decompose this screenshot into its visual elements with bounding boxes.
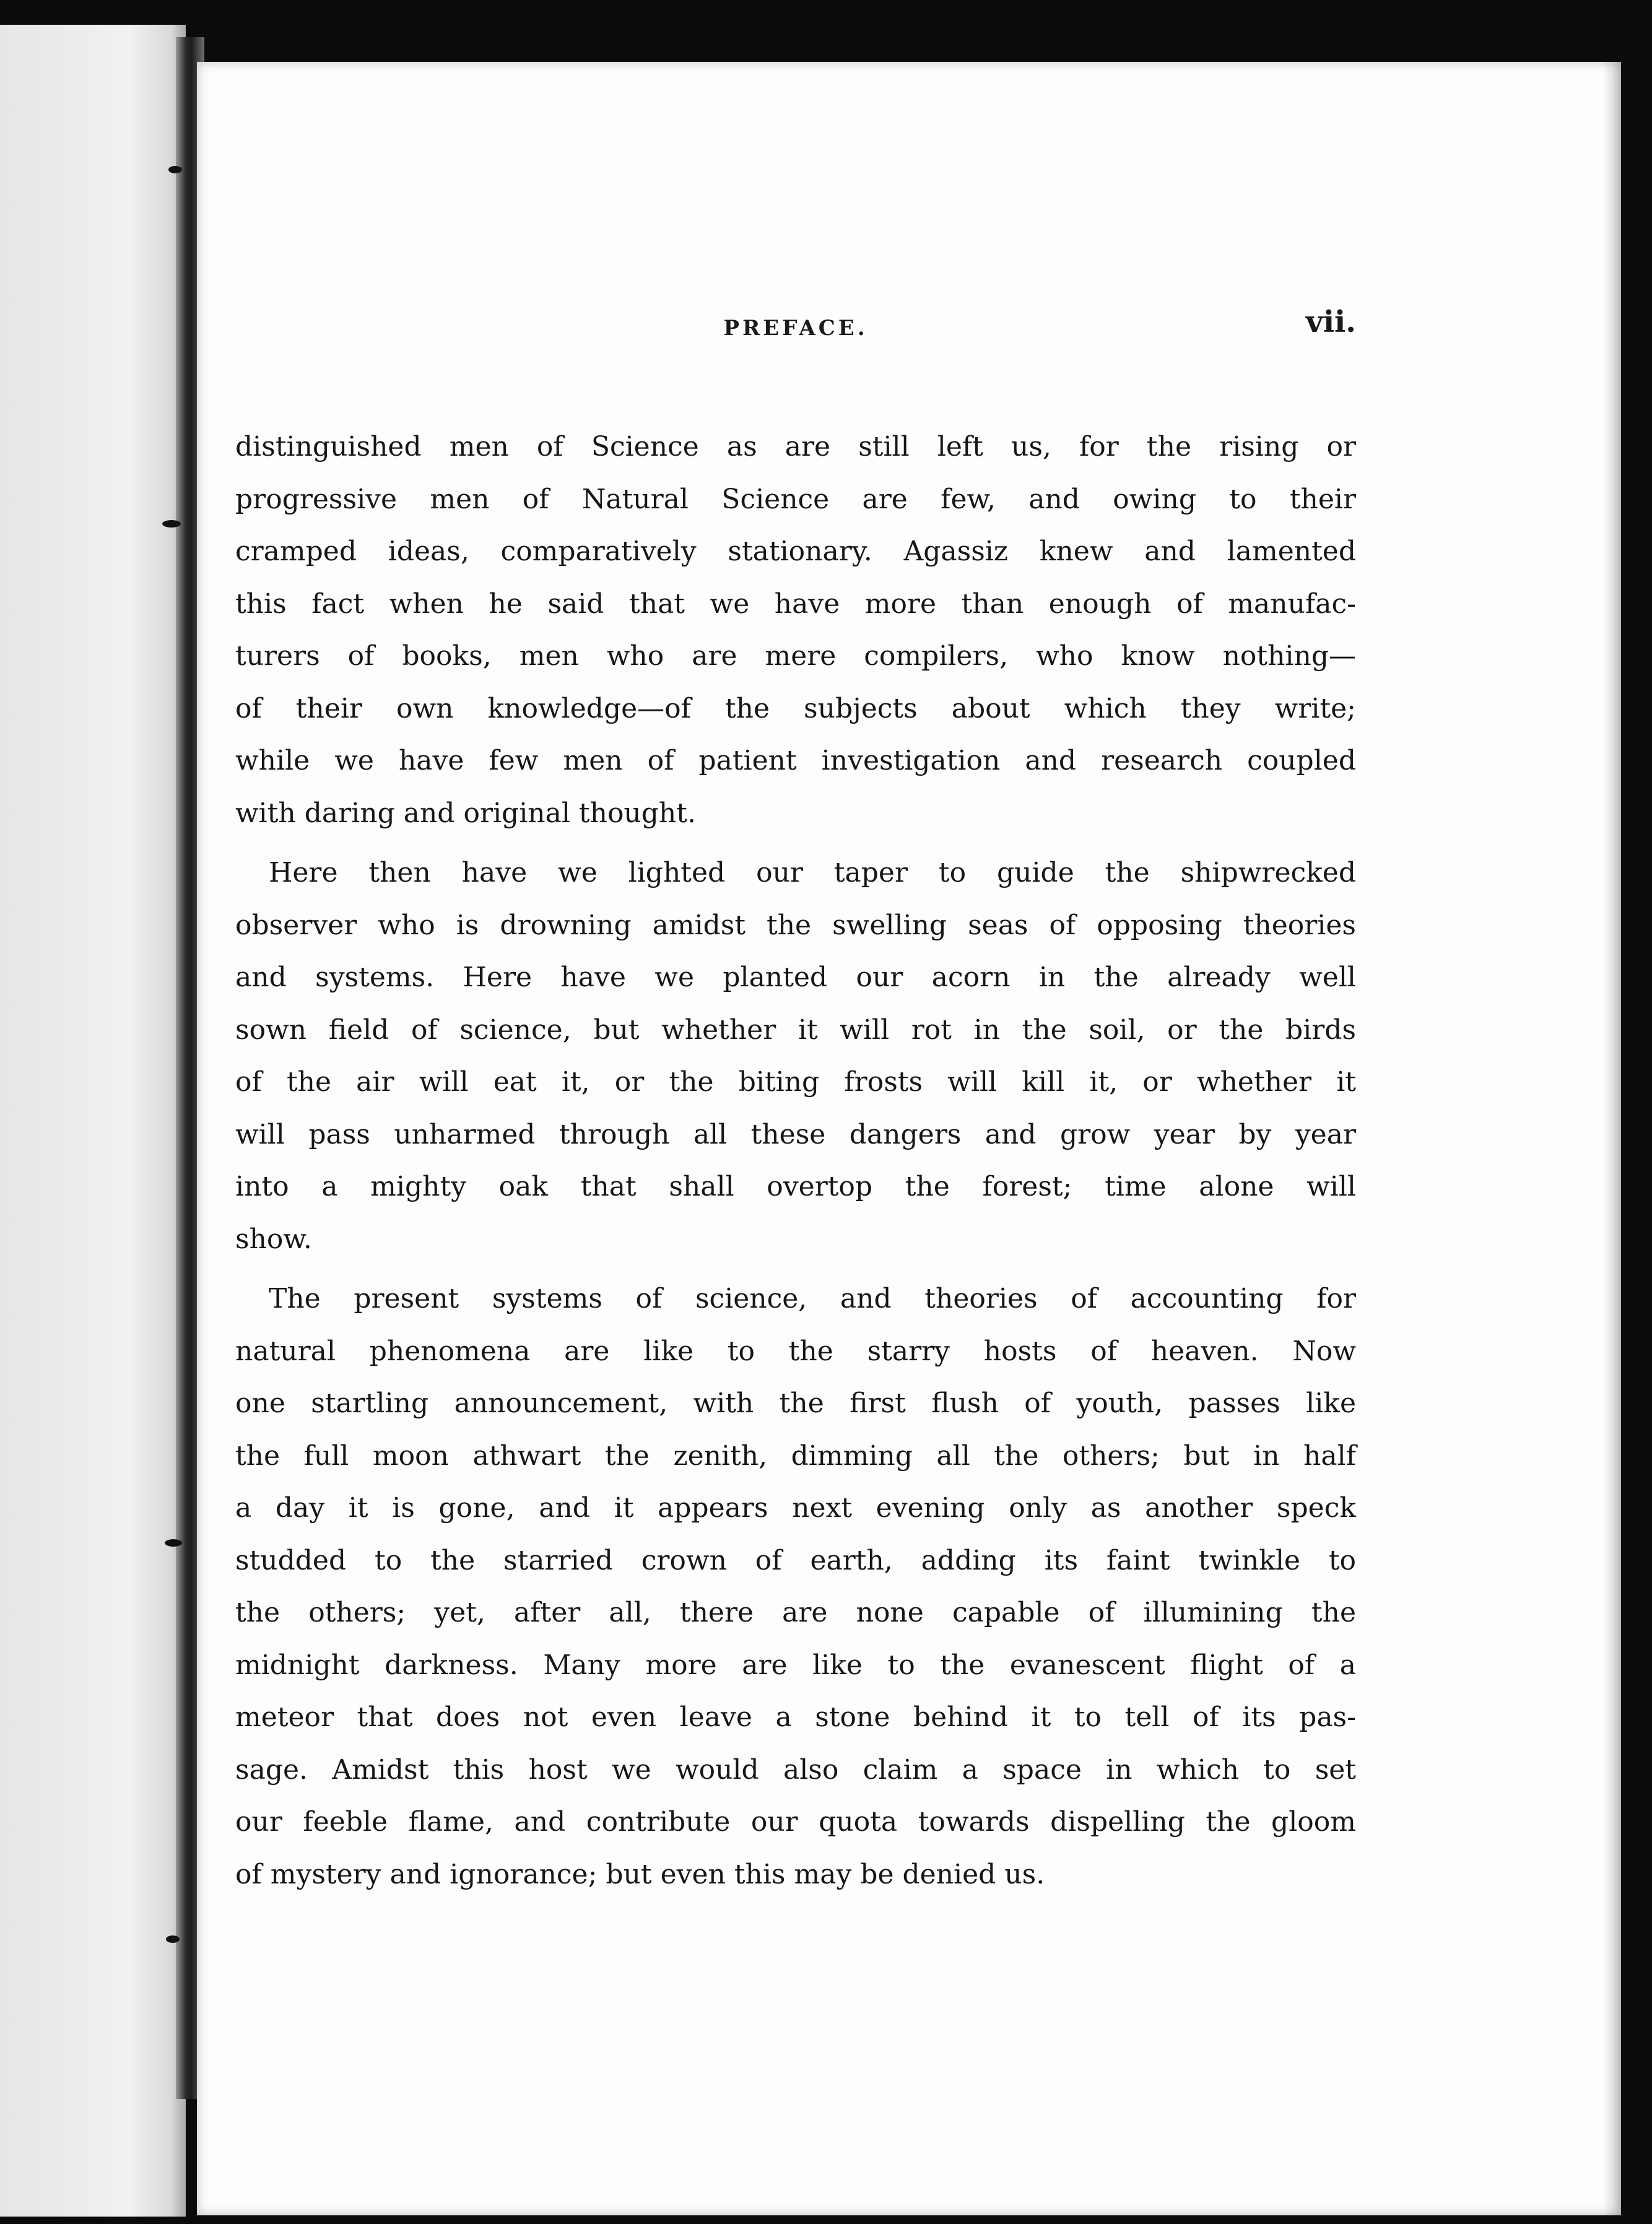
text-line: of their own knowledge—of the subjects about which they write;	[235, 692, 1356, 724]
text-line: of the air will eat it, or the biting frosts will kill it, or whether it	[235, 1066, 1356, 1098]
text-line: with daring and original thought.	[235, 797, 696, 829]
text-line: a day it is gone, and it appears next evening only as another speck	[235, 1492, 1356, 1524]
text-line: our feeble flame, and contribute our quota towards dispelling the gloom	[235, 1806, 1356, 1838]
binding-mark	[162, 520, 181, 528]
binding-mark	[165, 1539, 182, 1547]
paragraph-1	[235, 421, 1356, 840]
text-line: meteor that does not even leave a stone behind it to tell of its pas-	[235, 1701, 1356, 1733]
text-line: the others; yet, after all, there are none capable of illumining the	[235, 1597, 1356, 1628]
text-line: and systems. Here have we planted our acorn in the already well	[235, 962, 1356, 993]
text-line: midnight darkness. Many more are like to the evanescent flight of a	[235, 1649, 1356, 1681]
body-text	[235, 421, 1356, 1908]
text-line: sown field of science, but whether it will rot in the soil, or the birds	[235, 1014, 1356, 1046]
text-line: studded to the starried crown of earth, adding its faint twinkle to	[235, 1544, 1356, 1576]
paragraph-3	[235, 1273, 1356, 1901]
text-line: cramped ideas, comparatively stationary. Agassiz knew and lamented	[235, 536, 1356, 567]
running-head	[235, 297, 1356, 365]
paragraph-2	[235, 847, 1356, 1266]
binding-mark	[166, 1935, 180, 1943]
text-line: one startling announcement, with the first flush of youth, passes like	[235, 1388, 1356, 1419]
text-line: will pass unharmed through all these dangers and grow year by year	[235, 1118, 1356, 1150]
text-line: the full moon athwart the zenith, dimming all the others; but in half	[235, 1440, 1356, 1472]
page-edge-shadow	[1602, 62, 1621, 2215]
text-line: Here then have we lighted our taper to guide the shipwrecked	[269, 857, 1356, 888]
text-line: while we have few men of patient investigation and research coupled	[235, 745, 1356, 776]
text-line: observer who is drowning amidst the swelling seas of opposing theories	[235, 909, 1356, 941]
text-line: natural phenomena are like to the starry hosts of heaven. Now	[235, 1335, 1356, 1367]
text-line: distinguished men of Science as are still left us, for the rising or	[235, 431, 1356, 463]
page-number: vii.	[1305, 305, 1356, 339]
text-line: of mystery and ignorance; but even this may be denied us.	[235, 1858, 1045, 1890]
text-line: The present systems of science, and theories of accounting for	[269, 1283, 1356, 1314]
text-line: into a mighty oak that shall overtop the forest; time alone will	[235, 1171, 1356, 1202]
text-line: turers of books, men who are mere compilers, who know nothing—	[235, 640, 1356, 672]
text-line: sage. Amidst this host we would also claim a space in which to set	[235, 1753, 1356, 1786]
binding-mark	[168, 166, 182, 173]
running-title: PREFACE.	[723, 316, 868, 341]
text-line: progressive men of Natural Science are few, and owing to their	[235, 483, 1356, 515]
text-line: show.	[235, 1223, 312, 1255]
text-line: this fact when he said that we have more than enough of manufac-	[235, 588, 1356, 620]
facing-page-edge	[0, 25, 186, 2217]
